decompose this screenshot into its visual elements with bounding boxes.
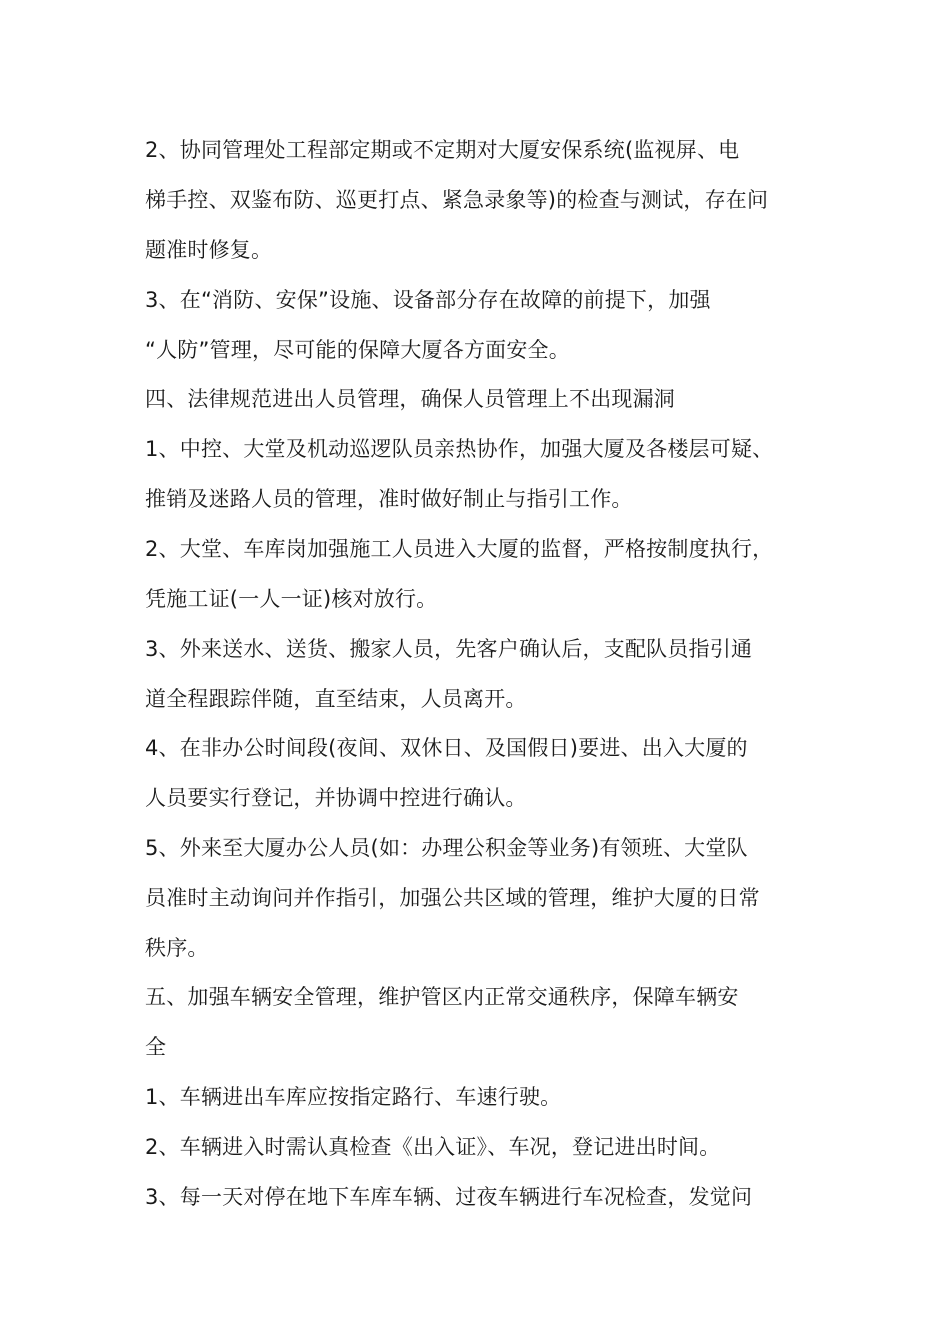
text-line: 4、在非办公时间段(夜间、双休日、及国假日)要进、出入大厦的	[145, 736, 748, 760]
section-heading: 全	[145, 1035, 167, 1059]
text-line: 1、车辆进出车库应按指定路行、车速行驶。	[145, 1085, 562, 1109]
text-line: 梯手控、双鉴布防、巡更打点、紧急录象等)的检查与测试，存在问	[145, 188, 769, 212]
text-line: 人员要实行登记，并协调中控进行确认。	[145, 786, 527, 810]
text-line: 2、大堂、车库岗加强施工人员进入大厦的监督，严格按制度执行，	[145, 537, 774, 561]
text-line: 凭施工证(一人一证)核对放行。	[145, 587, 438, 611]
section-heading: 五、加强车辆安全管理，维护管区内正常交通秩序，保障车辆安	[145, 985, 739, 1009]
text-line: 2、协同管理处工程部定期或不定期对大厦安保系统(监视屏、电	[145, 138, 740, 162]
text-line: 2、车辆进入时需认真检查《出入证》、车况，登记进出时间。	[145, 1135, 721, 1159]
text-line: 3、在“消防、安保”设施、设备部分存在故障的前提下，加强	[145, 288, 711, 312]
text-line: 题准时修复。	[145, 238, 273, 262]
text-line: 3、每一天对停在地下车库车辆、过夜车辆进行车况检查，发觉问	[145, 1185, 753, 1209]
text-line: 秩序。	[145, 936, 209, 960]
text-line: 1、中控、大堂及机动巡逻队员亲热协作，加强大厦及各楼层可疑、	[145, 437, 774, 461]
text-line: 3、外来送水、送货、搬家人员，先客户确认后，支配队员指引通	[145, 637, 753, 661]
text-line: 5、外来至大厦办公人员(如：办理公积金等业务)有领班、大堂队	[145, 836, 748, 860]
text-line: 推销及迷路人员的管理，准时做好制止与指引工作。	[145, 487, 633, 511]
section-heading: 四、法律规范进出人员管理，确保人员管理上不出现漏洞	[145, 387, 675, 411]
text-line: “人防”管理，尽可能的保障大厦各方面安全。	[145, 338, 570, 362]
text-line: 员准时主动询问并作指引，加强公共区域的管理，维护大厦的日常	[145, 886, 760, 910]
text-line: 道全程跟踪伴随，直至结束，人员离开。	[145, 687, 527, 711]
